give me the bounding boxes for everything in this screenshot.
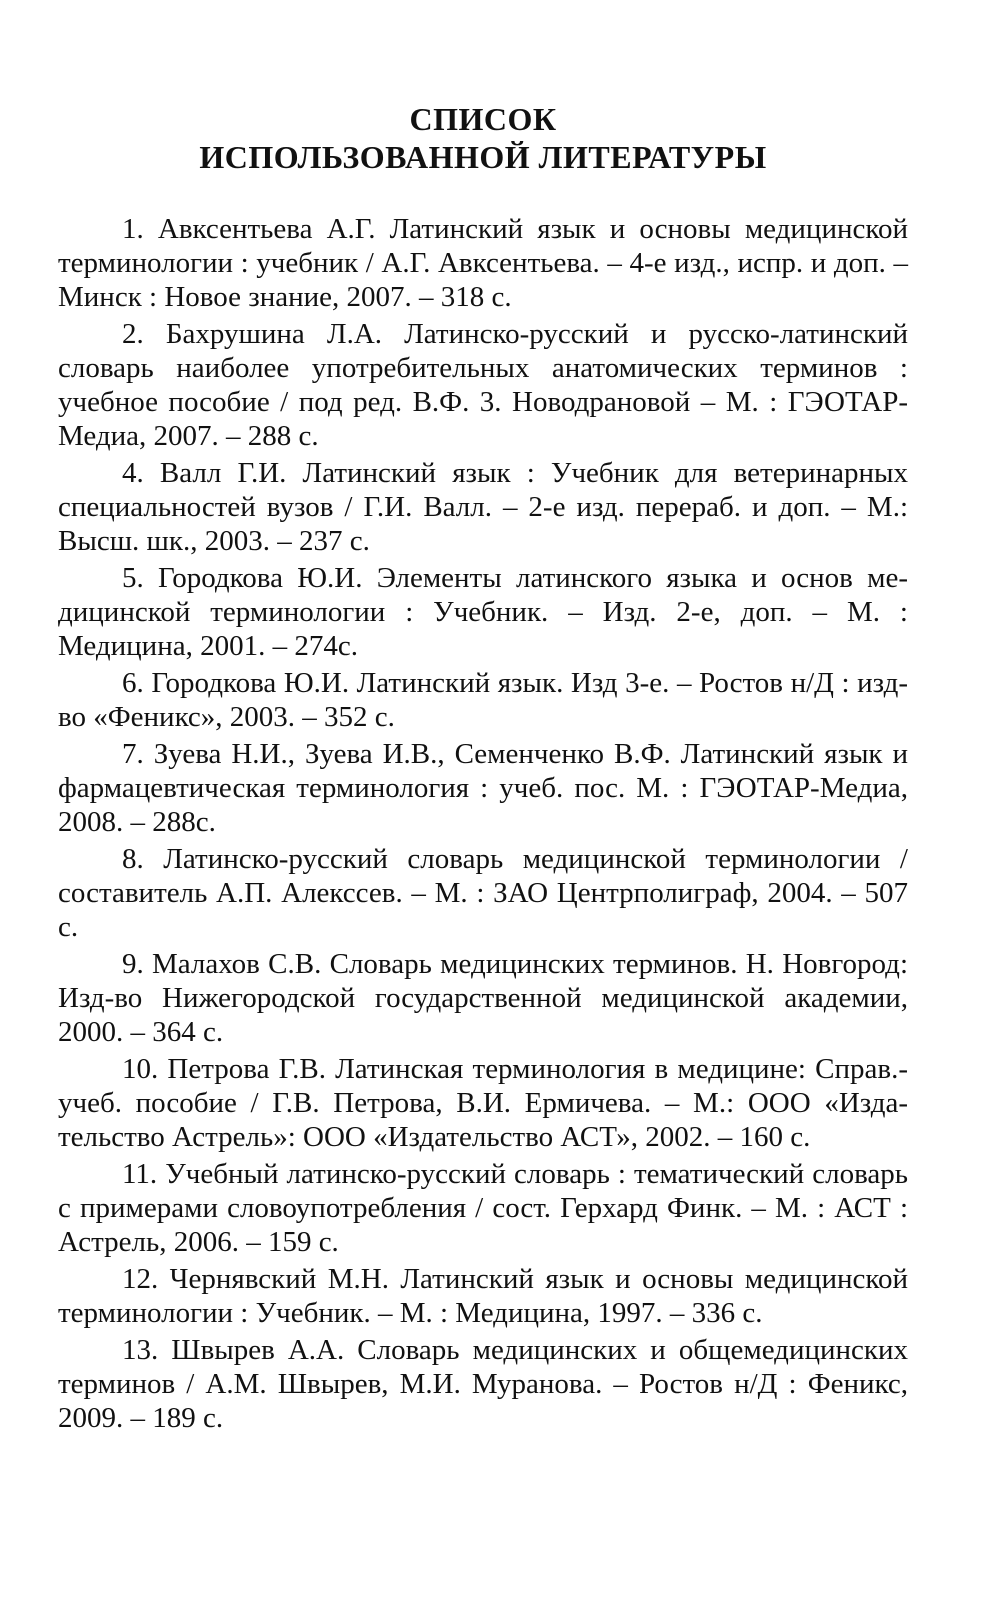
reference-item: 6. Городкова Ю.И. Латинский язык. Изд 3-е. – Ростов н/Д : изд-во «Феникс», 2003. – 352 с.: [58, 667, 908, 733]
reference-item: 11. Учебный латинско-русский словарь : тематический словарь с примерами словоупотребления / сост. Герхард Финк. – М. : АСТ : Астрель, 2006. – 159 с.: [58, 1158, 908, 1258]
document-page: [58, 100, 908, 1438]
reference-list: [58, 212, 908, 1435]
reference-item: 9. Малахов С.В. Словарь медицинских терминов. Н. Новгород: Изд-во Нижегородской государственной медицинской академии, 2000. – 364 с.: [58, 948, 908, 1048]
page-title: [58, 100, 908, 176]
reference-item: 8. Латинско-русский словарь медицинской терминологии / составитель А.П. Алекссев. – М. : ЗАО Центрполиграф, 2004. – 507 с.: [58, 843, 908, 943]
reference-item: 7. Зуева Н.И., Зуева И.В., Семенченко В.Ф. Латинский язык и фармацевтическая терминология : учеб. пос. М. : ГЭОТАР-Медиа, 2008. – 288с.: [58, 738, 908, 838]
reference-item: 2. Бахрушина Л.А. Латинско-русский и русско-латинский словарь наиболее употребительных анатомических терминов : учебное пособие / под ред. В.Ф. 3. Новодрановой – М. : ГЭОТАР-Медиа, 2007. – 288 с.: [58, 318, 908, 452]
title-line-2: ИСПОЛЬЗОВАННОЙ ЛИТЕРАТУРЫ: [199, 139, 767, 175]
reference-item: 10. Петрова Г.В. Латинская терминология в медицине: Справ.-учеб. пособие / Г.В. Петрова, В.И. Ермичева. – М.: ООО «Издательство Астрель»: ООО «Издательство АСТ», 2002. – 160 с.: [58, 1053, 908, 1153]
reference-item: 12. Чернявский М.Н. Латинский язык и основы медицинской терминологии : Учебник. – М. : Медицина, 1997. – 336 с.: [58, 1263, 908, 1329]
title-line-1: СПИСОК: [409, 101, 557, 137]
reference-item: 1. Авксентьева А.Г. Латинский язык и основы медицинской терминологии : учебник / А.Г. Авксентьева. – 4-е изд., испр. и доп. – Минск : Новое знание, 2007. – 318 с.: [58, 213, 908, 313]
reference-item: 13. Швырев А.А. Словарь медицинских и общемедицинских терминов / А.М. Швырев, М.И. Муранова. – Ростов н/Д : Феникс, 2009. – 189 с.: [58, 1334, 908, 1434]
reference-item: 4. Валл Г.И. Латинский язык : Учебник для ветеринарных специальностей вузов / Г.И. Валл. – 2-е изд. перераб. и доп. – М.: Высш. шк., 2003. – 237 с.: [58, 457, 908, 557]
reference-item: 5. Городкова Ю.И. Элементы латинского языка и основ медицинской терминологии : Учебник. – Изд. 2-е, доп. – М. : Медицина, 2001. – 274с.: [58, 562, 908, 662]
